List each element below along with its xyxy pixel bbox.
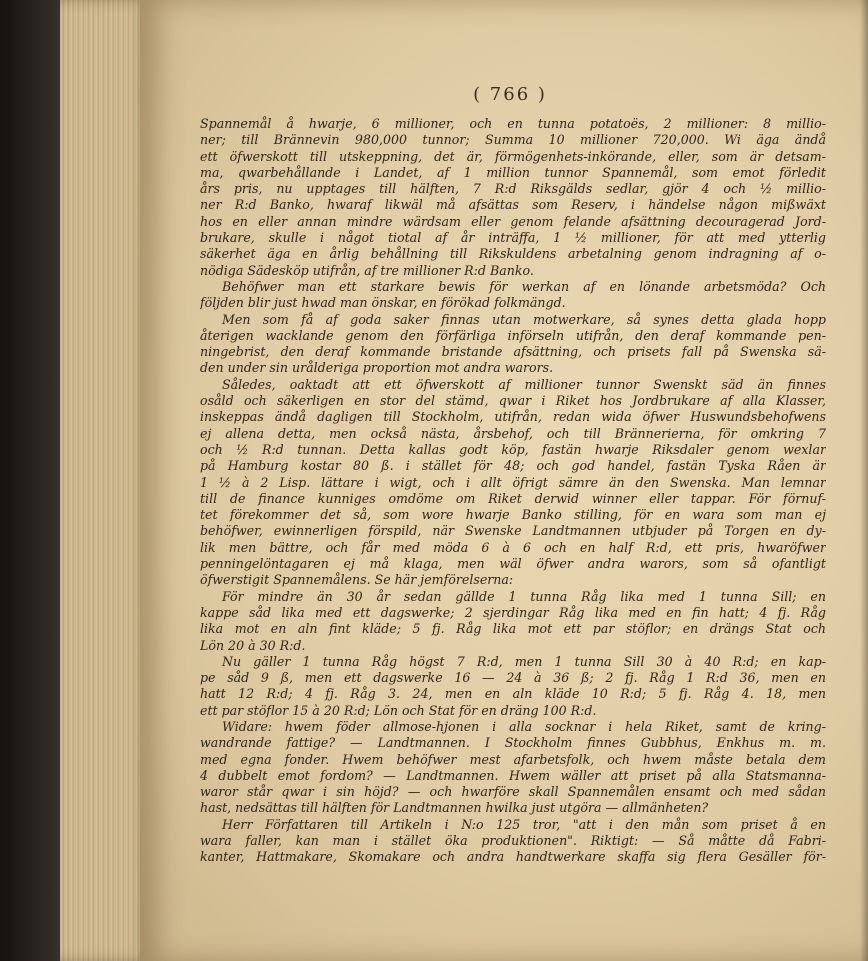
text-line: Herr Författaren till Artikeln i N:o 125 tror, "att i den mån som priset å en <box>222 816 826 832</box>
text-line: den under sin urålderiga proportion mot andra warors. <box>200 360 554 376</box>
text-line: För mindre än 30 år sedan gällde 1 tunna Råg lika med 1 tunna Sill; en <box>222 588 826 604</box>
text-line: behöfwer, ewinnerligen förspild, när Swenske Landtmannen utbjuder på Torgen en dy- <box>200 523 826 539</box>
text-line: ner R:d Banko, hwaraf likwäl må afsättas som Reserv, i händelse någon mißwäxt <box>200 197 826 213</box>
text-line: ma, qwarbehållande i Landet, af 1 million tunnor Spannemål, som emot förledit <box>200 164 826 180</box>
text-line: till de finance kunniges omdöme om Riket derwid winner eller tappar. För förnuf- <box>200 490 826 506</box>
text-line: Spannemål å hwarje, 6 millioner, och en tunna potatoës, 2 millioner: 8 millio- <box>200 116 826 131</box>
text-line: ningebrist, den deraf kommande bristande afsättning, och prisets fall på Swenska sä- <box>200 344 826 360</box>
page-stack-edges <box>60 0 150 961</box>
page-number: ( 766 ) <box>473 84 547 105</box>
text-line: Således, oaktadt att ett öfwerskott af millioner tunnor Swenskt säd än finnes <box>222 376 826 392</box>
text-line: Widare: hwem föder allmose-hjonen i alla socknar i hela Riket, samt de kring- <box>222 718 826 734</box>
text-line: års pris, nu upptages till hälften, 7 R:d Riksgälds sedlar, gjör 4 och ½ millio- <box>200 181 826 197</box>
text-line: ett öfwerskott till utskeppning, det är, förmögenhets-inkörande, eller, som är detsam- <box>200 148 826 164</box>
body-text <box>200 116 826 866</box>
text-line: brukare, skulle i något tiotal af år inträffa, 1 ½ millioner, för att med ytterlig <box>200 230 826 246</box>
text-line: säkerhet äga en årlig behållning till Rikskuldens arbetalning genom indragning af o- <box>200 246 826 262</box>
text-line: 1 ½ à 2 Lisp. lättare i wigt, och i allt öfrigt sämre än den Swenska. Man lemnar <box>200 474 826 490</box>
text-line: osåld och säkerligen en stor del stämd, qwar i Riket hos Jordbrukare af alla Klasser, <box>200 393 826 409</box>
text-line: lik men bättre, och får med möda 6 à 6 och en half R:d, ett pris, hwaröfwer <box>200 539 826 555</box>
text-line: ner; till Brännevin 980,000 tunnor; Summa 10 millioner 720,000. Wi äga ändå <box>200 132 826 148</box>
background-edge <box>0 0 62 961</box>
text-line: följden blir just hwad man önskar, en förökad folkmängd. <box>200 295 566 311</box>
text-line: kappe såd lika med ett dagswerke; 2 sjerdingar Råg lika med en fin hatt; 4 fj. Råg <box>200 604 826 620</box>
text-line: Men som få af goda saker finnas utan motwerkare, så synes detta glada hopp <box>222 311 826 327</box>
text-line: ett par stöflor 15 à 20 R:d; Lön och Stat för en dräng 100 R:d. <box>200 702 597 718</box>
text-line: på Hamburg kostar 80 ß. i stället för 48; och god handel, fastän Tyska Råen är <box>200 458 826 474</box>
text-line: Lön 20 à 30 R:d. <box>200 637 306 653</box>
text-line: nödiga Sädesköp utifrån, af tre millioner R:d Banko. <box>200 262 534 278</box>
text-line: pe såd 9 ß, men ett dagswerke 16 — 24 à 36 ß; 2 fj. Råg 1 R:d 36, men en <box>200 670 826 686</box>
text-line: ej allena detta, men också nästa, årsbehof, och till Brännerierna, för omkring 7 <box>200 425 826 441</box>
text-line: lika mot en aln fint kläde; 5 fj. Råg lika mot ett par stöflor; en drängs Stat och <box>200 621 826 637</box>
text-line: hatt 12 R:d; 4 fj. Råg 3. 24, men en aln kläde 10 R:d; 5 fj. Råg 4. 18, men <box>200 686 826 702</box>
text-line: tet förekommer det så, som wore hwarje Banko stilling, för en wara som man ej <box>200 507 826 523</box>
text-line: hos en eller annan mindre wärdsam eller genom felande afsättning decouragerad Jord- <box>200 213 826 229</box>
text-line: hast, nedsättas till hälften för Landtmannen hwilka just utgöra — allmänheten? <box>200 800 709 816</box>
text-line: wara faller, kan man i stället öka produktionen". Riktigt: — Så måtte då Fabri- <box>200 833 826 849</box>
text-line: återigen wacklande genom den förfärliga införseln utifrån, den deraf kommande pen- <box>200 327 826 343</box>
text-line: 4 dubbelt emot fordom? — Landtmannen. Hwem wäller att priset på alla Statsmanna- <box>200 767 826 783</box>
text-line: Behöfwer man ett starkare bewis för werkan af en lönande arbetsmöda? Och <box>222 278 826 294</box>
text-line: öfwerstigit Spannemålens. Se här jemförelserna: <box>200 572 514 588</box>
text-line: kanter, Hattmakare, Skomakare och andra handtwerkare skaffa sig flera Gesäller för- <box>200 849 826 865</box>
text-line: och ½ R:d tunnan. Detta kallas godt köp, fastän hwarje Riksdaler genom wexlar <box>200 441 826 457</box>
text-line: inskeppas ändå dagligen till Stockholm, utifrån, redan wida öfwer Huswundsbehofwens <box>200 409 826 425</box>
text-line: Nu gäller 1 tunna Råg högst 7 R:d, men 1 tunna Sill 30 à 40 R:d; en kap- <box>222 653 826 669</box>
text-line: waror står qwar i sin höjd? — och hwarföre skall Spannemålen ensamt och med sådan <box>200 784 826 800</box>
text-line: penningelöntagaren ej må klaga, men wäl öfwer andra warors, som så ofantligt <box>200 556 826 572</box>
text-line: wandrande fattige? — Landtmannen. I Stockholm finnes Gubbhus, Enkhus m. m. <box>200 735 826 751</box>
text-line: med egna fonder. Hwem behöfwer mest afarbetsfolk, och hwem måste betala dem <box>200 751 826 767</box>
page-right-shadow <box>860 0 868 961</box>
